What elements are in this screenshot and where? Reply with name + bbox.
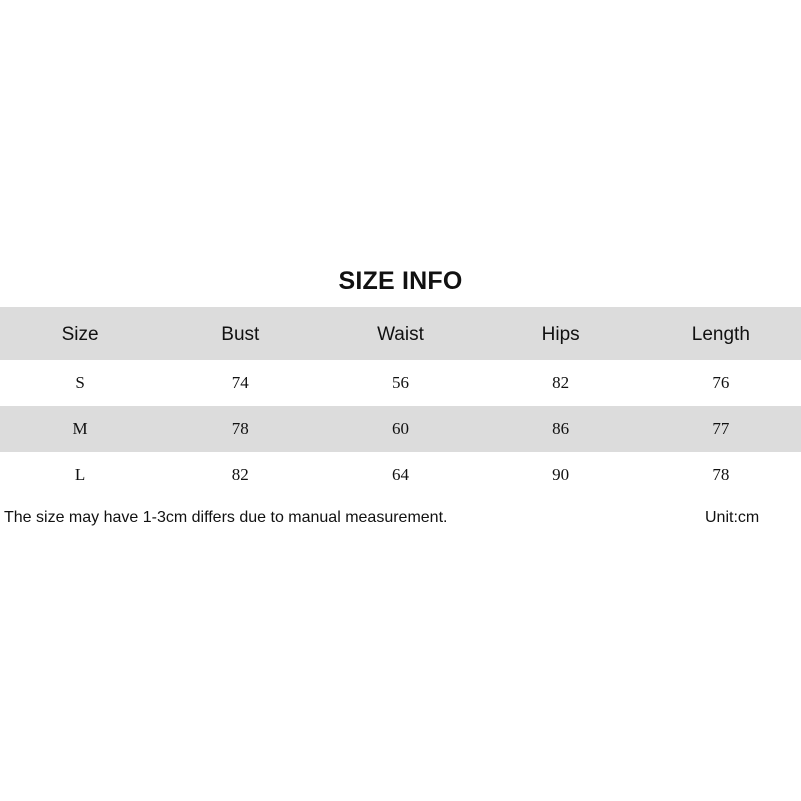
cell-bust: 78	[231, 419, 249, 438]
table-row	[0, 406, 801, 452]
cell-size: M	[72, 419, 88, 438]
size-table	[0, 307, 801, 498]
cell-length: 77	[712, 419, 730, 438]
cell-waist: 60	[391, 419, 409, 438]
header-cell-length: Length	[691, 323, 750, 345]
cell-size: S	[75, 373, 85, 392]
cell-bust: 82	[231, 465, 249, 484]
cell-size: L	[74, 465, 86, 484]
cell-hips: 90	[552, 465, 570, 484]
measurement-note: The size may have 1-3cm differs due to manual measurement.	[4, 509, 448, 526]
table-row	[0, 452, 801, 498]
header-cell-bust: Bust	[221, 323, 260, 345]
cell-waist: 56	[391, 373, 409, 392]
cell-bust: 74	[231, 373, 249, 392]
cell-hips: 82	[552, 373, 570, 392]
cell-length: 76	[712, 373, 730, 392]
cell-hips: 86	[552, 419, 570, 438]
unit-label: Unit:cm	[705, 509, 760, 526]
page-title: SIZE INFO	[338, 267, 463, 295]
cell-length: 78	[712, 465, 730, 484]
table-header-row	[0, 307, 801, 360]
header-cell-hips: Hips	[541, 323, 580, 345]
table-row	[0, 360, 801, 406]
header-cell-size: Size	[61, 323, 99, 345]
cell-waist: 64	[391, 465, 409, 484]
header-cell-waist: Waist	[377, 323, 424, 345]
